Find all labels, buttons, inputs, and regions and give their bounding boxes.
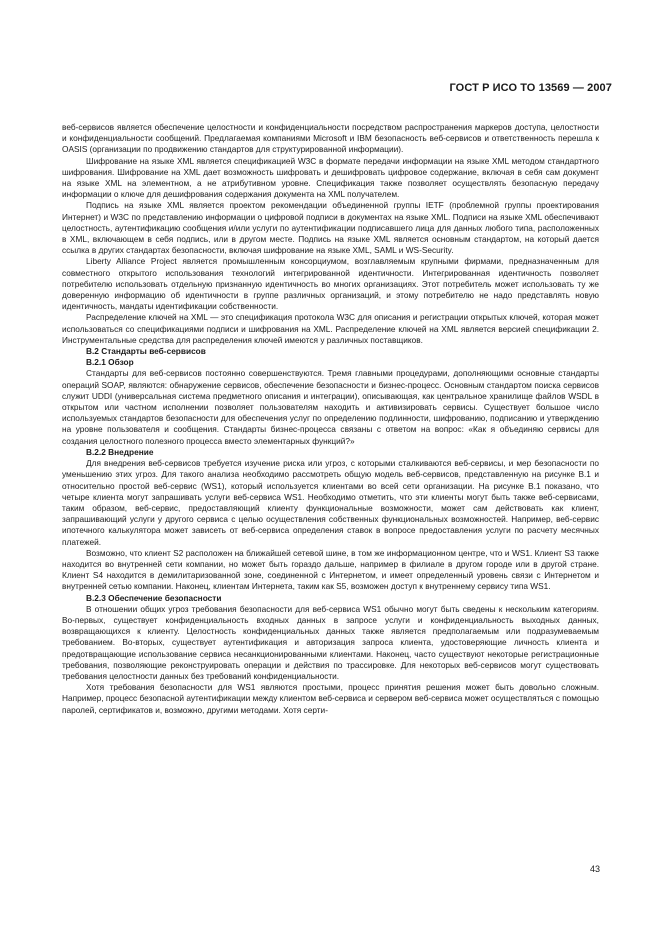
heading-b21-overview: B.2.1 Обзор <box>86 357 134 368</box>
page-number: 43 <box>589 864 600 874</box>
paragraph-clients: Возможно, что клиент S2 расположен на ближайшей сетевой шине, в том же информационном центре, что и WS1. Клиент S3 также находится во внутренней сети компании, но может быть гораздо дальше, например в филиале в другом городе или в другой стране. Клиент S4 находится в демилитаризованной зоне, соединенной с Интернетом, и имеет определенный уровень связи с Интернетом и внутренней сетью компании. Наконец, клиентам Интернета, таким как S5, возможен доступ к внутреннему сервису типа WS1. <box>62 547 599 592</box>
heading-b23-security: B.2.3 Обеспечение безопасности <box>86 592 222 603</box>
document-body <box>62 122 599 716</box>
heading-b22-implementation: B.2.2 Внедрение <box>86 446 154 457</box>
standard-header: ГОСТ Р ИСО ТО 13569 — 2007 <box>449 82 612 94</box>
paragraph-xml-key-distribution: Распределение ключей на XML — это спецификация протокола W3C для описания и регистрации открытых ключей, которая может использоваться со спецификациями подписи и шифрования на XML. Распределение ключей на XML является версией спецификации 2. Инструментальные средства для распределения ключей имеются у различных поставщиков. <box>62 312 599 345</box>
paragraph-ws-security: веб-сервисов является обеспечение целостности и конфиденциальности посредством распространения маркеров доступа, целостности и конфиденциальности сообщений. Предлагаемая компаниями Microsoft и IBM безопасность веб-сервисов и ответственность перешла к OASIS (организации по продвижению стандартов для структурированной информации). <box>62 122 599 155</box>
paragraph-liberty-alliance: Liberty Alliance Project является промышленным консорциумом, возглавляемым крупными фирмами, предназначенным для совместного открытого использования технологий интегрированной идентичности. Интегрированная идентичность позволяет потребителю использовать отдельную признанную идентичность во многих организациях. Этот потребитель может использовать ту же доверенную информацию об идентичности в группе различных организаций, и этому потребителю не надо представлять новую идентичность, мандаты идентификации собственности. <box>62 256 599 312</box>
paragraph-authentication: Хотя требования безопасности для WS1 являются простыми, процесс принятия решения может быть довольно сложным. Например, процесс безопасной аутентификации между клиентом веб-сервиса и сервером веб-сервиса может осуществляться с помощью паролей, сертификатов и, возможно, другими методами. Хотя серти- <box>62 682 599 715</box>
paragraph-xml-encryption: Шифрование на языке XML является спецификацией W3C в формате передачи информации на языке XML методом стандартного шифрования. Шифрование на XML дает возможность шифровать и дешифровать цифровое содержание, включая в себя сам документ на языке XML на элементном, а не атрибутивном уровне. Спецификация также позволяет осуществлять безопасную передачу информации о ключе для дешифрования содержания документа на XML получателем. <box>62 155 599 200</box>
paragraph-standards-overview: Стандарты для веб-сервисов постоянно совершенствуются. Тремя главными процедурами, дополняющими основные стандарты операций SOAP, являются: обнаружение сервисов, обеспечение безопасности и бизнес-процесс. Основным стандартом поиска сервисов служит UDDI (универсальная система предметного описания и интеграции), описывающая, как центральное хранилище файлов WSDL в открытом или частном исполнении позволяет пользователям находить и активизировать сервисы. Существует большое число используемых стандартов безопасности для обеспечения услуг по определению подлинности, шифрованию, подписанию и утверждению на уровне пользователя и сообщения. Стандарты бизнес-процесса связаны с ответом на вопрос: «Как я объединяю сервисы для создания целостного полезного процесса вместо элементарных функций?» <box>62 368 599 446</box>
paragraph-xml-signature: Подпись на языке XML является проектом рекомендации объединенной группы IETF (проблемной группы проектирования Интернет) и W3C по представлению информации о цифровой подписи в документах на языке XML. Подписи на языке XML обеспечивают целостность, аутентификацию сообщения и/или услуги по аутентификации подписавшего лица для данных любого типа, расположенных в XML, включающем в себя подпись, или в другом месте. Подпись на языке XML является основным стандартом, на который дается ссылка в других стандартах безопасности, включая шифрование на языке XML, SAML и WS-Security. <box>62 200 599 256</box>
paragraph-implementation: Для внедрения веб-сервисов требуется изучение риска или угроз, с которыми сталкиваются веб-сервисы, и мер безопасности по уменьшению этих угроз. Для такого анализа необходимо рассмотреть общую модель веб-сервисов, представленную на рисунке B.1 и относительно простой веб-сервис (WS1), который используется клиентами во всей сети организации. На рисунке B.1 показано, что четыре клиента могут запрашивать услуги веб-сервиса WS1. Необходимо отметить, что эти клиенты могут быть также веб-сервисами, таким образом, веб-сервис, предоставляющий клиенту функциональные возможности, может сам действовать как клиент, запрашивающий услуги у другого сервиса с целью осуществления собственных функциональных возможностей. Например, веб-сервис ипотечного калькулятора может зависеть от веб-сервиса определения ставок в вопросе предоставления услуги по расчету месячных платежей. <box>62 458 599 547</box>
paragraph-security-requirements: В отношении общих угроз требования безопасности для веб-сервиса WS1 обычно могут быть сведены к нескольким категориям. Во-первых, существует конфиденциальность входных данных в запросе услуги и конфиденциальность выходных данных, возвращающихся к клиенту. Целостность конфиденциальных данных также является предполагаемым или подразумеваемым требованием. Во-вторых, существует аутентификация и авторизация запроса клиента, удостоверяющие личность клиента и предотвращающие использование сервиса несанкционированными клиентами. Наконец, часто существуют некоторые регистрационные требования, позволяющие реконструировать операции и действия по трассировке. Для некоторых веб-сервисов могут существовать требования целостности данных без требований конфиденциальности. <box>62 603 599 681</box>
heading-b2-standards: B.2 Стандарты веб-сервисов <box>86 346 206 357</box>
